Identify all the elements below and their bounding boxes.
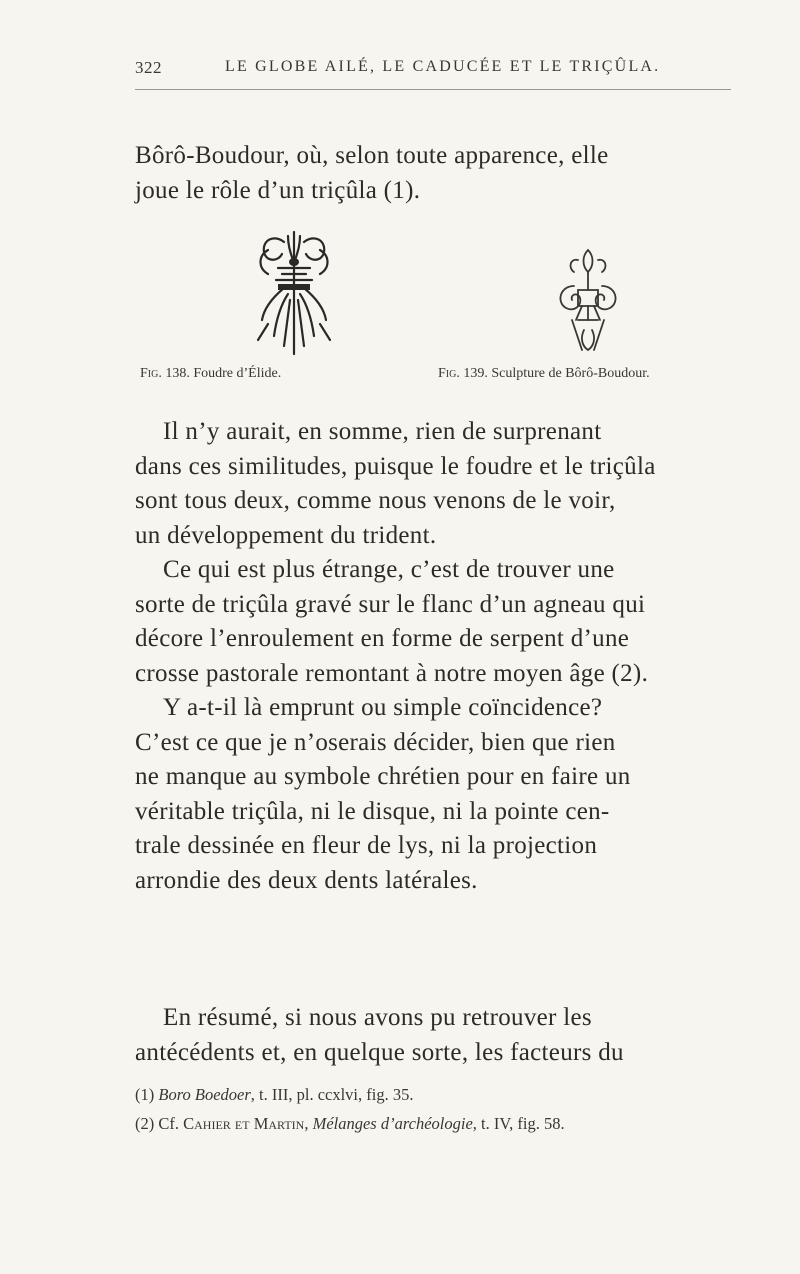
footnote-1 [135, 1080, 755, 1109]
text-line: sorte de triçûla gravé sur le flanc d’un agneau qui [135, 590, 646, 618]
figure-138 [248, 228, 340, 358]
footnote-title: Boro Boedoer [158, 1085, 251, 1104]
text-line: ne manque au symbole chrétien pour en faire un [135, 763, 631, 790]
header-rule [135, 89, 731, 90]
text-line: antécédents et, en quelque sorte, les facteurs du [135, 1038, 624, 1066]
running-title: LE GLOBE AILÉ, LE CADUCÉE ET LE TRIÇÛLA. [225, 58, 661, 75]
figure-label: Fig. 138. [140, 366, 190, 381]
footnote-authors: Cahier et Martin [183, 1114, 305, 1133]
footnote-title: Mélanges d’archéologie [312, 1114, 473, 1133]
text-line: joue le rôle d’un triçûla (1). [135, 176, 421, 204]
footnotes [135, 1080, 755, 1138]
footnote-mark: (1) [135, 1085, 155, 1104]
footnote-text: , t. III, pl. ccxlvi, fig. 35. [250, 1085, 414, 1104]
text-line: Il n’y aurait, en somme, rien de surprenant [163, 418, 602, 445]
text-line: Ce qui est plus étrange, c’est de trouver une [163, 556, 615, 583]
figure-label: Fig. 139. [438, 366, 488, 381]
body-text [135, 415, 731, 898]
intro-text [135, 139, 731, 208]
footnote-text: , [304, 1114, 313, 1133]
figure-139 [548, 246, 628, 356]
footnote-mark: (2) [135, 1114, 155, 1133]
text-line: arrondie des deux dents latérales. [135, 866, 478, 894]
figure-caption-text: Foudre d’Élide. [193, 366, 282, 381]
text-line: un développement du trident. [135, 521, 437, 549]
text-line: dans ces similitudes, puisque le foudre et le triçûla [135, 452, 656, 480]
text-line: En résumé, si nous avons pu retrouver les [163, 1004, 592, 1031]
text-line: Bôrô-Boudour, où, selon toute apparence, elle [135, 142, 609, 169]
text-line: crosse pastorale remontant à notre moyen âge (2). [135, 659, 649, 687]
text-line: trale dessinée en fleur de lys, ni la projection [135, 832, 598, 859]
final-paragraph [135, 1001, 731, 1070]
footnote-text: Cf. [158, 1114, 184, 1133]
thunderbolt-icon [248, 228, 340, 358]
text-line: C’est ce que je n’oserais décider, bien que rien [135, 728, 616, 756]
text-line: Y a-t-il là emprunt ou simple coïncidence? [163, 694, 603, 721]
figure-138-caption [140, 366, 281, 382]
text-line: véritable triçûla, ni le disque, ni la pointe cen- [135, 797, 610, 825]
text-line: décore l’enroulement en forme de serpent d’une [135, 625, 630, 652]
text-line: sont tous deux, comme nous venons de le voir, [135, 487, 616, 514]
figure-139-caption [438, 366, 650, 382]
page-number: 322 [135, 58, 162, 77]
footnote-text: , t. IV, fig. 58. [472, 1114, 565, 1133]
footnote-2 [135, 1109, 755, 1138]
trisula-sculpture-icon [548, 246, 628, 356]
figure-caption-text: Sculpture de Bôrô-Boudour. [491, 366, 650, 381]
